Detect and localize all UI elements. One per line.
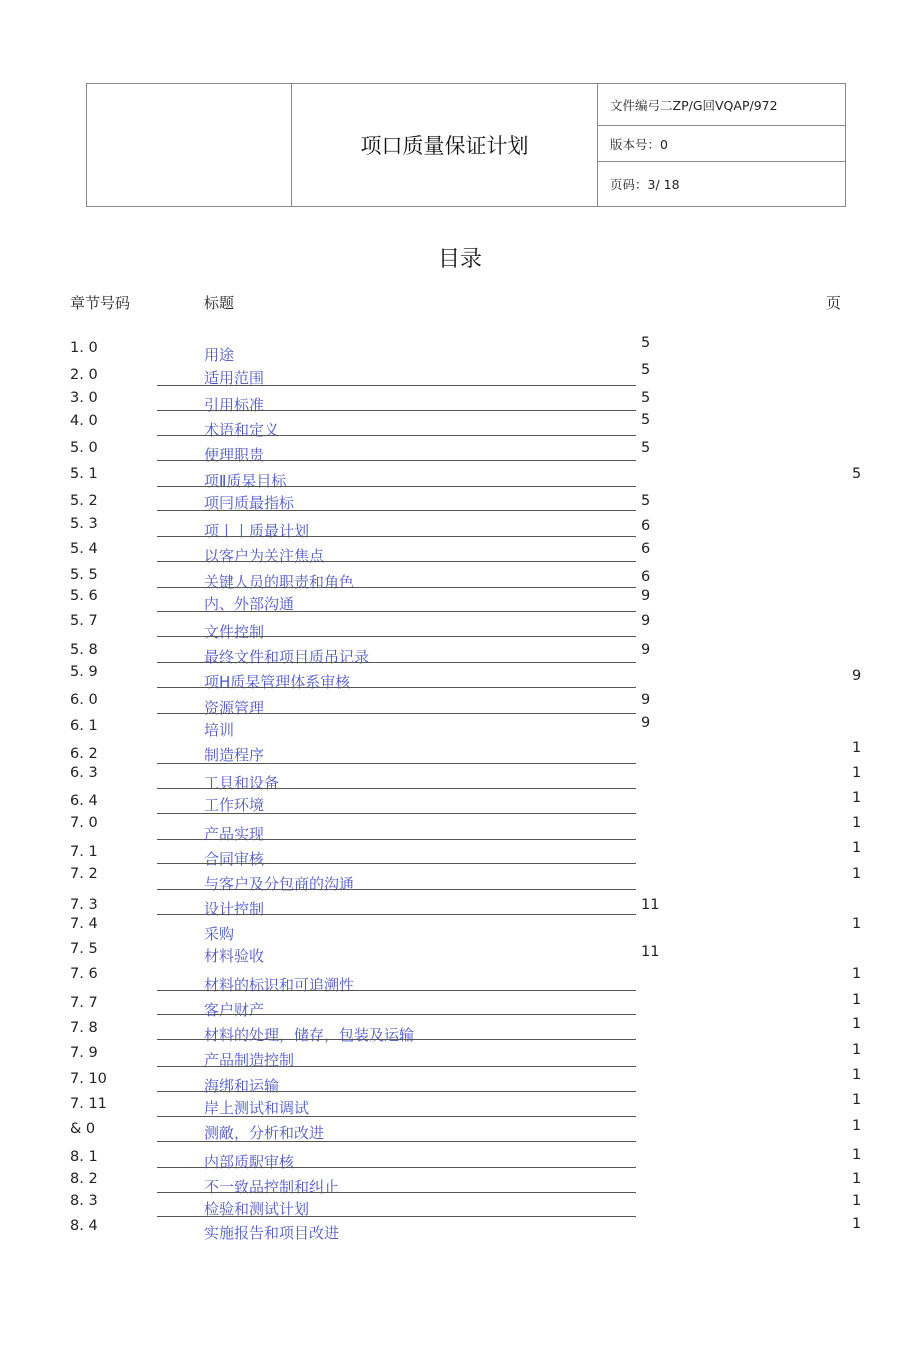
toc-entry-page: 9 [641,692,651,708]
toc-entry-page: 1 [852,815,862,831]
doc-page: 页码：3/ 18 [610,177,680,192]
toc-entry-page: 1 [852,740,862,756]
toc-entry-number: 7. 11 [70,1096,107,1112]
toc-entry-title-link[interactable]: 内部质駅审核 [204,1153,295,1171]
toc-entry-page: 6 [641,569,651,585]
toc-entry-number: 5. 9 [70,664,98,680]
toc-entry-underline [157,839,636,840]
toc-entry-number: 7. 9 [70,1045,98,1061]
toc-entry-page: 11 [641,944,660,960]
toc-entry-page: 5 [641,440,651,456]
toc-entry-underline [157,587,636,588]
toc-entry-underline [157,1167,636,1168]
toc-entry-number: 6. 3 [70,765,98,781]
toc-entry-page: 6 [641,541,651,557]
doc-number: 文件编弓二ZP/G回VQAP/972 [598,84,845,126]
toc-entry-number: 5. 0 [70,440,98,456]
toc-entry-number: 6. 0 [70,692,98,708]
toc-entry-page: 1 [852,1216,862,1232]
toc-entry-title-link[interactable]: 关键人员的职责和角色 [204,573,355,591]
toc-entry-number: 7. 4 [70,916,98,932]
toc-entry-number: 4. 0 [70,413,98,429]
toc-entry-title-link[interactable]: 项丨丨质最计划 [204,522,310,540]
toc-entry-page: 1 [852,1092,862,1108]
toc-entry-underline [157,889,636,890]
toc-entry-underline [157,1141,636,1142]
toc-entry-underline [157,813,636,814]
toc-entry-number: 2. 0 [70,367,98,383]
toc-entry-page: 9 [641,588,651,604]
toc-entry-underline [157,1216,636,1217]
toc-entry-title-link[interactable]: 最终文件和项目质吊记录 [204,648,370,666]
toc-entry-underline [157,410,636,411]
toc-entry-page: 1 [852,866,862,882]
toc-entry-number: 7. 5 [70,941,98,957]
toc-entry-underline [157,914,636,915]
toc-entry-title-link[interactable]: 合同审核 [204,850,265,868]
logo-cell [87,84,292,206]
toc-entry-underline [157,561,636,562]
toc-entry-number: 3. 0 [70,390,98,406]
toc-entry-page: 1 [852,966,862,982]
toc-entry-title-link[interactable]: 项冃质最指标 [204,494,295,512]
toc-entry-underline [157,713,636,714]
toc-entry-underline [157,636,636,637]
toc-entry-title-link[interactable]: 制造程序 [204,746,265,764]
toc-entry-title-link[interactable]: 材料验收 [204,947,265,965]
toc-entry-title-link[interactable]: 内、外部沟通 [204,595,295,613]
toc-entry-number: 7. 7 [70,995,98,1011]
toc-entry-title-link[interactable]: 客户财产 [204,1001,265,1019]
toc-entry-page: 5 [852,466,862,482]
toc-entry-number: 1. 0 [70,340,98,356]
toc-entry-number: 7. 6 [70,966,98,982]
toc-entry-title-link[interactable]: 岸上测试和调试 [204,1099,310,1117]
toc-entry-number: 5. 7 [70,613,98,629]
toc-entry-page: 1 [852,992,862,1008]
toc-entry-underline [157,662,636,663]
toc-entry-number: 8. 3 [70,1193,98,1209]
toc-entry-page: 1 [852,840,862,856]
toc-entry-title-link[interactable]: 设计控制 [204,900,265,918]
toc-entry-page: 9 [641,715,651,731]
toc-entry-title-link[interactable]: 材料的标识和可追溯性 [204,976,355,994]
toc-entry-underline [157,435,636,436]
toc-entry-number: 5. 5 [70,567,98,583]
toc-entry-underline [157,990,636,991]
toc-entry-title-link[interactable]: 培训 [204,721,235,739]
toc-entry-underline [157,1039,636,1040]
toc-entry-number: 8. 2 [70,1171,98,1187]
toc-entry-number: 7. 10 [70,1071,107,1087]
toc-entry-page: 1 [852,1042,862,1058]
column-header-page: 页 [826,294,842,312]
toc-entry-title-link[interactable]: 项Ⅱ质杲目标 [204,472,287,490]
toc-entry-page: 11 [641,897,660,913]
toc-entry-underline [157,486,636,487]
toc-entry-number: 8. 1 [70,1149,98,1165]
toc-entry-page: 5 [641,390,651,406]
toc-entry-underline [157,611,636,612]
toc-entry-page: 1 [852,1067,862,1083]
toc-entry-number: 5. 4 [70,541,98,557]
toc-entry-page: 5 [641,362,651,378]
toc-entry-title-link[interactable]: 与客户及分包商的沟通 [204,875,355,893]
toc-entry-title-link[interactable]: 用途 [204,346,235,364]
toc-entry-page: 6 [641,518,651,534]
toc-entry-number: 7. 8 [70,1020,98,1036]
toc-entry-page: 5 [641,335,651,351]
toc-entry-page: 1 [852,790,862,806]
toc-entry-number: 6. 1 [70,718,98,734]
toc-entry-number: 7. 1 [70,844,98,860]
toc-entry-underline [157,510,636,511]
column-header-title: 标题 [204,294,235,312]
toc-entry-underline [157,863,636,864]
toc-entry-number: 5. 6 [70,588,98,604]
document-title: 项口质量保证计划 [292,84,598,206]
toc-entry-underline [157,1192,636,1193]
toc-entry-title-link[interactable]: 测敵，分析和改进 [204,1124,325,1142]
toc-entry-number: 5. 1 [70,466,98,482]
toc-entry-title-link[interactable]: 海绑和运输 [204,1077,280,1095]
toc-entry-underline [157,460,636,461]
toc-entry-title-link[interactable]: 适用范围 [204,369,265,387]
toc-entry-number: 6. 4 [70,793,98,809]
toc-entry-number: 5. 8 [70,642,98,658]
toc-entry-title-link[interactable]: 产品实现 [204,825,265,843]
toc-entry-title-link[interactable]: 工作环境 [204,796,265,814]
document-header [86,83,846,207]
toc-entry-number: 5. 3 [70,516,98,532]
toc-entry-title-link[interactable]: 检验和测试计划 [204,1200,310,1218]
toc-entry-number: & 0 [70,1121,96,1137]
document-info [598,84,845,206]
column-header-chapter: 章节号码 [70,294,131,312]
toc-entry-underline [157,1066,636,1067]
toc-entry-number: 7. 0 [70,815,98,831]
toc-entry-title-link[interactable]: 采购 [204,925,235,943]
toc-entry-page: 5 [641,493,651,509]
toc-entry-underline [157,763,636,764]
toc-entry-underline [157,385,636,386]
toc-entry-page: 9 [852,668,862,684]
toc-entry-number: 7. 3 [70,897,98,913]
toc-entry-title-link[interactable]: 文件控制 [204,623,265,641]
toc-entry-number: 5. 2 [70,493,98,509]
toc-entry-page: 9 [641,613,651,629]
toc-entry-underline [157,788,636,789]
toc-entry-number: 7. 2 [70,866,98,882]
toc-entry-page: 1 [852,1118,862,1134]
toc-entry-underline [157,1116,636,1117]
toc-entry-page: 1 [852,916,862,932]
toc-entry-page: 1 [852,1016,862,1032]
toc-entry-title-link[interactable]: 引用标准 [204,396,265,414]
toc-entry-title-link[interactable]: 项H质杲管理体系审核 [204,673,351,691]
toc-entry-number: 6. 2 [70,746,98,762]
toc-entry-title-link[interactable]: 实施报告和项目改进 [204,1224,340,1242]
toc-entry-title-link[interactable]: 术语和定义 [204,421,280,439]
toc-entry-page: 9 [641,642,651,658]
toc-entry-title-link[interactable]: 资源管理 [204,699,265,717]
doc-version: 版本号：0 [598,126,845,162]
toc-entry-page: 5 [641,412,651,428]
toc-heading: 目录 [437,247,482,272]
toc-entry-title-link[interactable]: 以客户为关注焦点 [204,547,325,565]
toc-entry-title-link[interactable]: 工貝和设备 [204,774,280,792]
toc-entry-title-link[interactable]: 不一致品控制和纠止 [204,1178,340,1196]
toc-entry-title-link[interactable]: 材料的处理，储存，包装及运输 [204,1026,415,1044]
toc-entry-number: 8. 4 [70,1218,98,1234]
toc-entry-underline [157,1014,636,1015]
toc-entry-page: 1 [852,1171,862,1187]
toc-entry-title-link[interactable]: 产品制造控制 [204,1051,295,1069]
toc-entry-page: 1 [852,1193,862,1209]
toc-entry-underline [157,687,636,688]
toc-entry-page: 1 [852,765,862,781]
toc-entry-underline [157,1091,636,1092]
toc-entry-underline [157,536,636,537]
toc-entry-title-link[interactable]: 便理职贵 [204,446,265,464]
toc-entry-page: 1 [852,1147,862,1163]
